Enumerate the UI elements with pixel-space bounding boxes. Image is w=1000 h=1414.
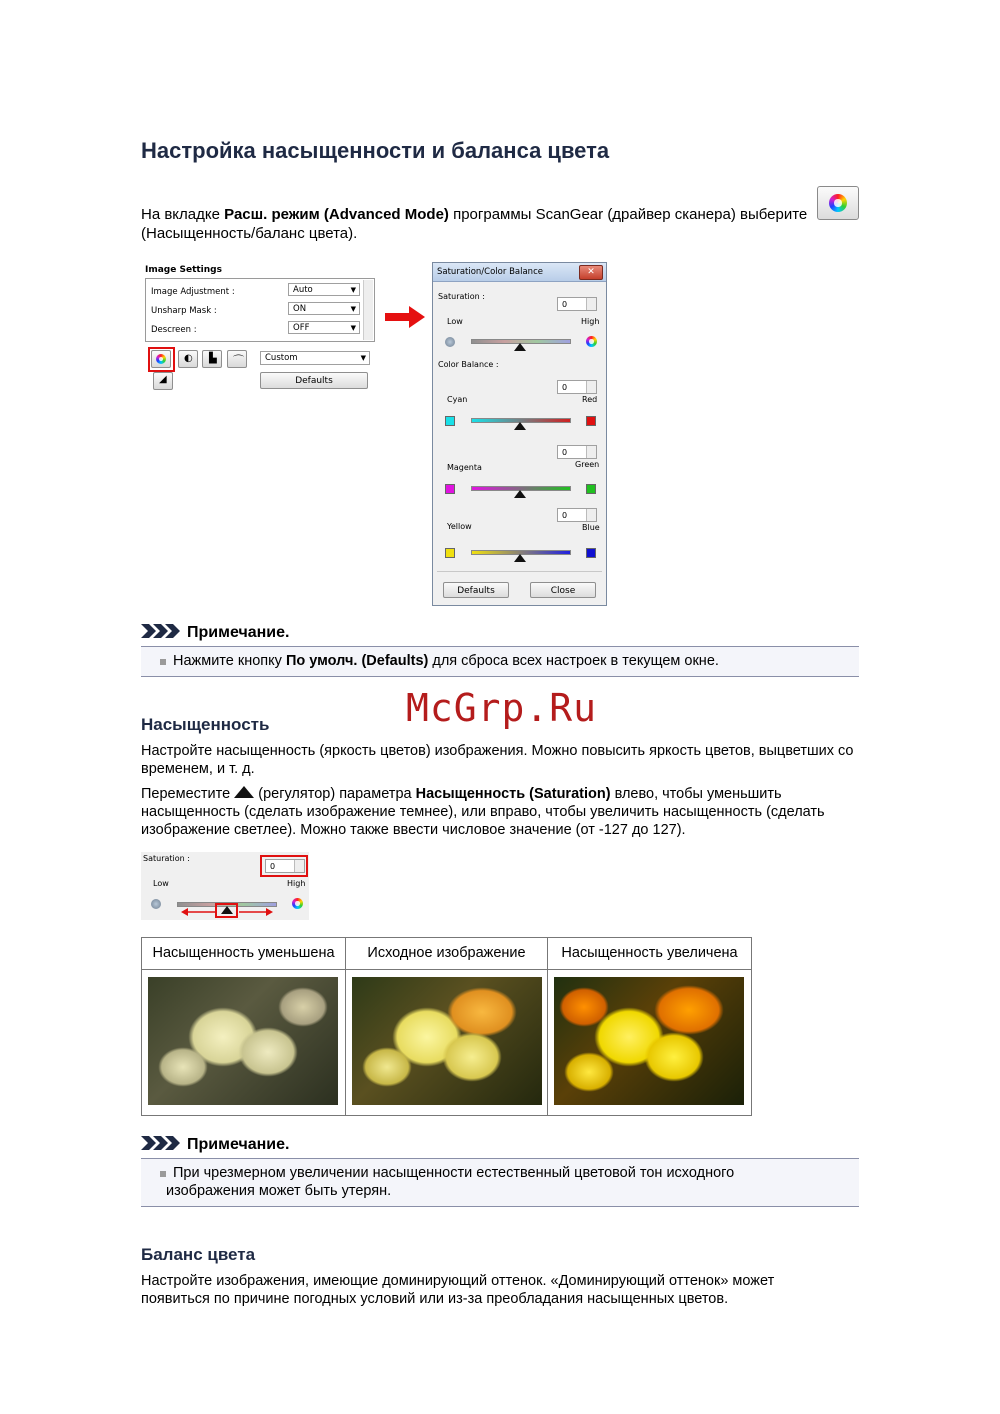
magenta-label: Magenta [447, 463, 482, 472]
green-swatch [586, 484, 596, 494]
note-box [141, 1158, 859, 1207]
watermark: McGrp.Ru [406, 686, 598, 730]
defaults-button[interactable]: Defaults [260, 372, 368, 389]
close-icon[interactable]: ✕ [579, 265, 603, 280]
low-label: Low [153, 879, 169, 888]
saturation-input[interactable]: 0 [265, 859, 305, 873]
slider-thumb-icon [234, 786, 254, 798]
final-review-button[interactable] [153, 372, 173, 390]
arrow-left-icon [181, 907, 215, 917]
cyan-label: Cyan [447, 395, 468, 404]
slope-icon: ◢ [159, 374, 167, 385]
para2-bold-saturation: Насыщенность (Saturation) [415, 786, 611, 802]
note-bold-defaults: По умолч. (Defaults) [285, 653, 429, 669]
dialog-close-button[interactable]: Close [530, 582, 596, 598]
chevron-down-icon: ▼ [350, 286, 356, 294]
image-settings-list [145, 278, 375, 342]
red-arrow-icon [385, 306, 425, 328]
magenta-swatch [445, 484, 455, 494]
high-label: High [581, 317, 600, 326]
caption-increased: Насыщенность увеличена [548, 938, 751, 970]
color-balance-paragraph: Настройте изображения, имеющие доминирующий оттенок. «Доминирующий оттенок» может появиться по причине погодных условий или из-за преобладания насыщенных цветов. [141, 1273, 775, 1307]
unsharp-mask-value: ON [293, 304, 307, 314]
divider [437, 571, 602, 572]
brightness-contrast-button[interactable] [178, 350, 198, 368]
histogram-icon: ▙ [209, 353, 217, 364]
note-header [141, 1136, 289, 1154]
histogram-button[interactable] [202, 350, 222, 368]
comparison-cell-original [346, 938, 548, 1115]
descreen-select[interactable] [288, 321, 360, 334]
comparison-cell-decreased [142, 938, 346, 1115]
saturation-color-balance-button[interactable] [817, 186, 859, 220]
caption-decreased: Насыщенность уменьшена [142, 938, 345, 970]
caption-original: Исходное изображение [346, 938, 547, 970]
yellow-blue-input[interactable]: 0 [557, 508, 597, 522]
blue-label: Blue [582, 523, 600, 532]
brightness-icon: ◐ [184, 353, 193, 364]
red-label: Red [582, 395, 598, 404]
comparison-table [141, 937, 752, 1116]
note-chevrons-icon [141, 1136, 181, 1150]
yellow-blue-slider-thumb[interactable] [514, 554, 526, 562]
intro-text-3: (Насыщенность/баланс цвета). [141, 225, 358, 242]
arrow-right-icon [239, 907, 273, 917]
cyan-red-slider-thumb[interactable] [514, 422, 526, 430]
intro-paragraph [141, 205, 841, 243]
bullet-icon [160, 659, 166, 665]
note-chevrons-icon [141, 624, 181, 638]
high-saturation-icon [292, 898, 303, 909]
note-text: При чрезмерном увеличении насыщенности естественный цветовой тон исходного изображения может быть утерян. [166, 1165, 735, 1199]
section-heading-saturation: Насыщенность [141, 715, 270, 734]
intro-text-2: программы ScanGear (драйвер сканера) выберите [448, 206, 808, 223]
para2-text-b: (регулятор) параметра [254, 786, 416, 802]
cyan-swatch [445, 416, 455, 426]
comparison-cell-increased [548, 938, 751, 1115]
descreen-label: Descreen : [151, 325, 197, 335]
curve-icon: ⌒ [233, 354, 244, 367]
saturation-label: Saturation : [143, 854, 190, 863]
note-box [141, 646, 859, 677]
image-settings-panel [143, 262, 375, 394]
color-balance-label: Color Balance : [438, 360, 499, 369]
yellow-swatch [445, 548, 455, 558]
image-adjustment-value: Auto [293, 285, 313, 295]
saturation-label: Saturation : [438, 292, 485, 301]
note-text-2: для сброса всех настроек в текущем окне. [428, 653, 719, 669]
preset-select[interactable] [260, 351, 370, 365]
preset-value: Custom [265, 353, 298, 363]
page-title: Настройка насыщенности и баланса цвета [141, 138, 610, 163]
dialog-title: Saturation/Color Balance [437, 267, 543, 277]
chevron-down-icon: ▼ [360, 354, 366, 362]
tone-curve-button[interactable] [227, 350, 247, 368]
image-adjustment-select[interactable] [288, 283, 360, 296]
note-text-1: Нажмите кнопку [173, 653, 286, 669]
photo-original [352, 977, 542, 1105]
para2-text-a: Переместите [141, 786, 235, 802]
note-text [173, 652, 719, 670]
image-adjustment-label: Image Adjustment : [151, 287, 235, 297]
intro-bold-advanced-mode: Расш. режим (Advanced Mode) [224, 206, 449, 223]
scrollbar[interactable] [363, 280, 373, 340]
saturation-slider-thumb[interactable] [514, 343, 526, 351]
saturation-color-balance-dialog [432, 262, 607, 606]
red-swatch [586, 416, 596, 426]
saturation-paragraph-2 [141, 785, 866, 839]
para2-text-c: влево, чтобы уменьшить насыщенность (сделать изображение темнее), или вправо, чтобы увеличить насыщенность (сделать изображение светлее). Можно также ввести числовое значение (от -127 до 127). [141, 786, 825, 838]
descreen-value: OFF [293, 323, 310, 333]
highlight-box [148, 347, 175, 372]
high-saturation-icon [586, 336, 597, 347]
color-wheel-icon [829, 194, 847, 212]
dialog-defaults-button[interactable]: Defaults [443, 582, 509, 598]
photo-increased [554, 977, 744, 1105]
highlight-box [260, 855, 308, 877]
chevron-down-icon: ▼ [350, 305, 356, 313]
note-title: Примечание. [187, 624, 290, 641]
intro-text-1: На вкладке [141, 206, 225, 223]
cyan-red-input[interactable]: 0 [557, 380, 597, 394]
unsharp-mask-label: Unsharp Mask : [151, 306, 217, 316]
saturation-input[interactable]: 0 [557, 297, 597, 311]
highlight-box [215, 903, 238, 918]
photo-decreased [148, 977, 338, 1105]
magenta-green-slider-thumb[interactable] [514, 490, 526, 498]
low-saturation-icon [445, 337, 455, 347]
low-saturation-icon [151, 899, 161, 909]
high-label: High [287, 879, 306, 888]
saturation-paragraph-1: Настройте насыщенность (яркость цветов) изображения. Можно повысить яркость цветов, выцветших со временем, и т. д. [141, 743, 854, 777]
note-header [141, 624, 289, 642]
yellow-label: Yellow [447, 522, 472, 531]
blue-swatch [586, 548, 596, 558]
saturation-example-panel [141, 852, 309, 920]
chevron-down-icon: ▼ [350, 324, 356, 332]
unsharp-mask-select[interactable] [288, 302, 360, 315]
dialog-titlebar [433, 263, 606, 282]
note-title: Примечание. [187, 1136, 290, 1153]
image-settings-header: Image Settings [145, 265, 222, 275]
section-heading-color-balance: Баланс цвета [141, 1245, 256, 1264]
low-label: Low [447, 317, 463, 326]
green-label: Green [575, 460, 600, 469]
magenta-green-input[interactable]: 0 [557, 445, 597, 459]
